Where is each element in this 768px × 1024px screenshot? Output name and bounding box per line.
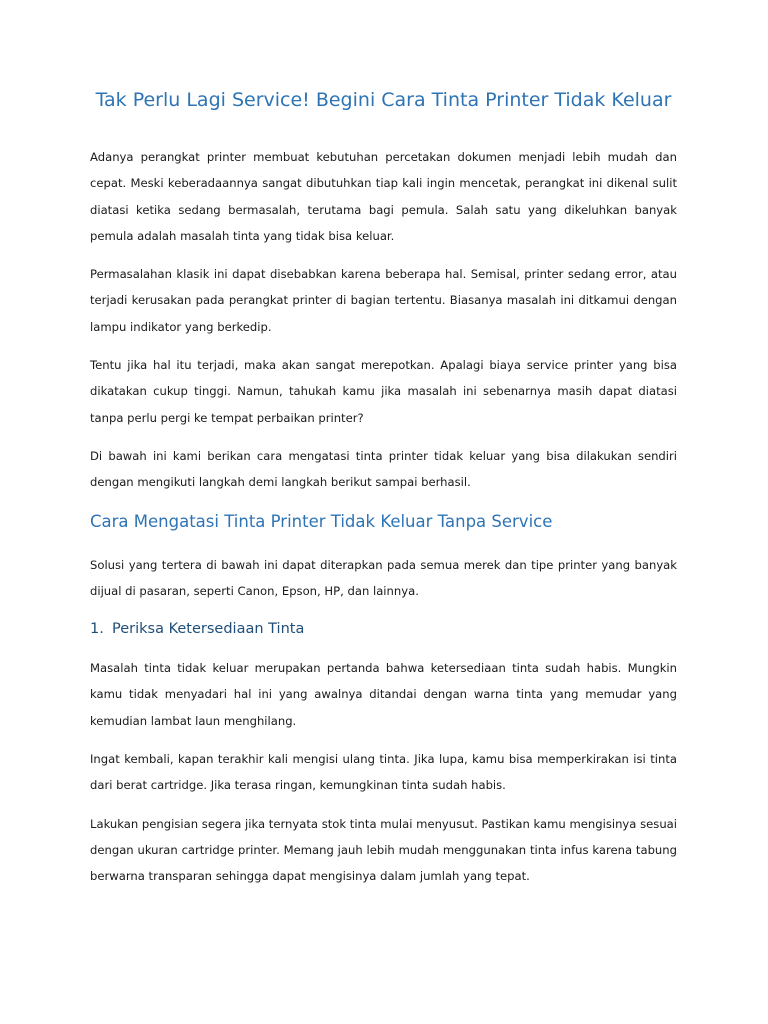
section-heading: Cara Mengatasi Tinta Printer Tidak Keluar Tanpa Service (90, 511, 553, 531)
step-1-title: Periksa Ketersediaan Tinta (112, 621, 305, 638)
intro-paragraph-4: Di bawah ini kami berikan cara mengatasi tinta printer tidak keluar yang bisa dilakukan sendiri dengan mengikuti langkah demi langkah berikut sampai berhasil. (90, 448, 677, 490)
intro-paragraph-1: Adanya perangkat printer membuat kebutuhan percetakan dokumen menjadi lebih mudah dan cepat. Meski keberadaannya sangat dibutuhkan tiap kali ingin mencetak, perangkat ini dikenal sulit diatasi ketika sedang bermasalah, terutama bagi pemula. Salah satu yang dikeluhkan banyak pemula adalah masalah tinta yang tidak bisa keluar. (90, 150, 677, 243)
document-body (90, 82, 677, 902)
step-1-paragraph-3: Lakukan pengisian segera jika ternyata stok tinta mulai menyusut. Pastikan kamu mengisinya sesuai dengan ukuran cartridge printer. Memang jauh lebih mudah menggunakan tinta infus karena tabung berwarna transparan sehingga dapat mengisinya dalam jumlah yang tepat. (90, 816, 677, 884)
step-1-paragraph-2: Ingat kembali, kapan terakhir kali mengisi ulang tinta. Jika lupa, kamu bisa memperkirakan isi tinta dari berat cartridge. Jika terasa ringan, kemungkinan tinta sudah habis. (90, 752, 677, 793)
step-1-heading (90, 618, 677, 640)
step-1-paragraph-1: Masalah tinta tidak keluar merupakan pertanda bahwa ketersediaan tinta sudah habis. Mungkin kamu tidak menyadari hal ini yang awalnya ditandai dengan warna tinta yang memudar yang kemudian lambat laun menghilang. (90, 661, 677, 728)
intro-paragraph-3: Tentu jika hal itu terjadi, maka akan sangat merepotkan. Apalagi biaya service printer yang bisa dikatakan cukup tinggi. Namun, tahukah kamu jika masalah ini sebenarnya masih dapat diatasi tanpa perlu pergi ke tempat perbaikan printer? (90, 358, 677, 425)
step-1-number: 1. (90, 621, 104, 638)
section-paragraph: Solusi yang tertera di bawah ini dapat diterapkan pada semua merek dan tipe printer yang banyak dijual di pasaran, seperti Canon, Epson, HP, dan lainnya. (90, 557, 677, 598)
intro-paragraph-2: Permasalahan klasik ini dapat disebabkan karena beberapa hal. Semisal, printer sedang error, atau terjadi kerusakan pada perangkat printer di bagian tertentu. Biasanya masalah ini ditkamui dengan lampu indikator yang berkedip. (90, 267, 677, 334)
document-title: Tak Perlu Lagi Service! Begini Cara Tinta Printer Tidak Keluar (95, 89, 672, 111)
